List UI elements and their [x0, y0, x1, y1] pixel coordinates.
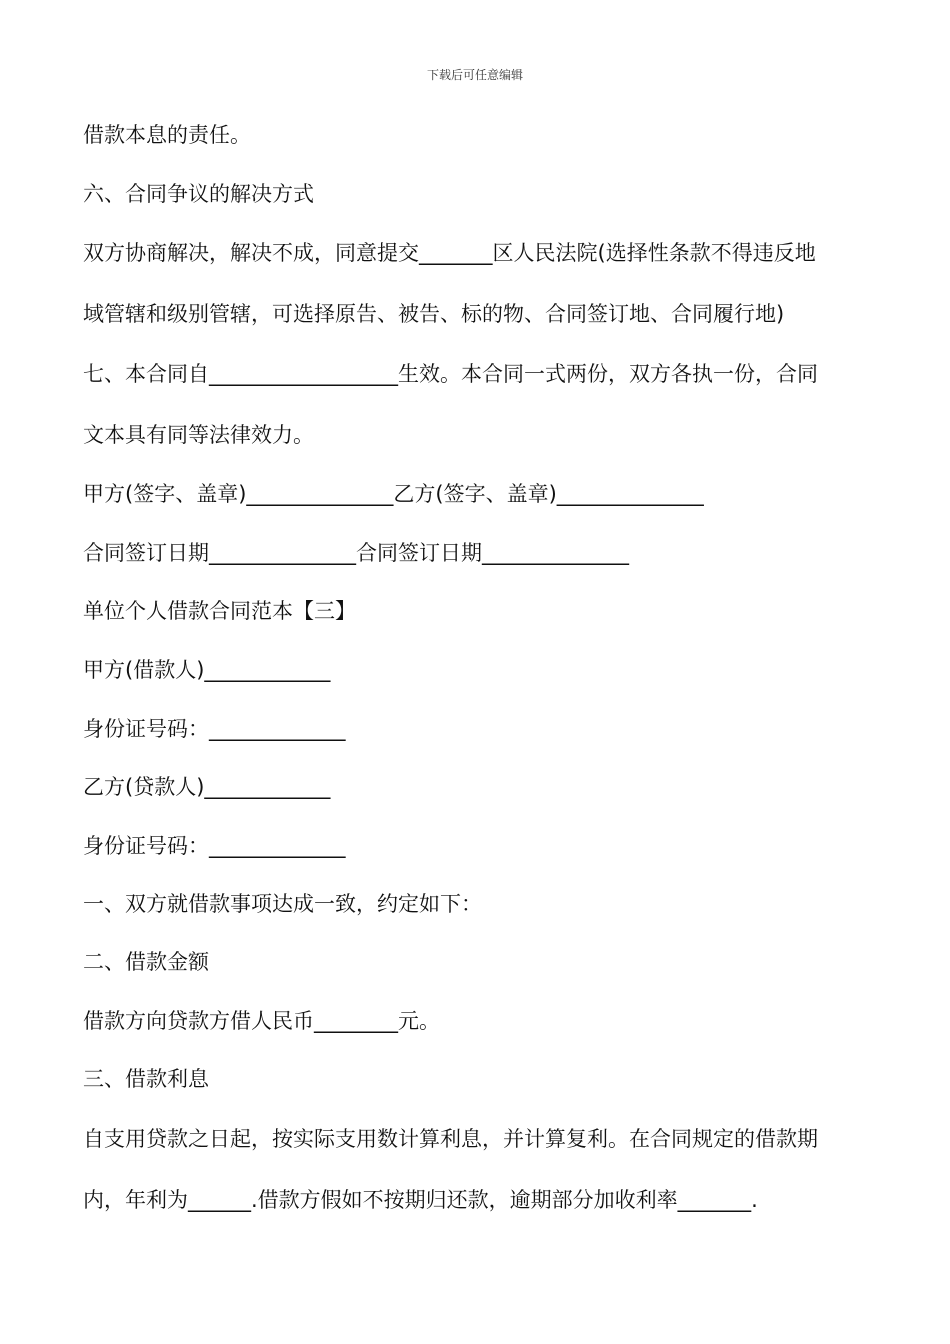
paragraph-line: 自支用贷款之日起，按实际支用数计算利息，并计算复利。在合同规定的借款期: [83, 1127, 818, 1151]
paragraph-line: 借款方向贷款方借人民币________元。: [83, 1009, 440, 1033]
id-number-line: 身份证号码：_____________: [83, 834, 346, 858]
paragraph-line: 域管辖和级别管辖，可选择原告、被告、标的物、合同签订地、合同履行地): [83, 302, 785, 326]
section-heading-1: 一、双方就借款事项达成一致，约定如下：: [83, 892, 482, 916]
id-number-line: 身份证号码：_____________: [83, 717, 346, 741]
paragraph-line: 内，年利为______.借款方假如不按期归还款，逾期部分加收利率_______.: [83, 1188, 758, 1212]
section-heading-2: 二、借款金额: [83, 950, 209, 974]
section-heading-7: 七、本合同自__________________生效。本合同一式两份，双方各执一份，合同: [83, 362, 818, 386]
paragraph-line: 双方协商解决，解决不成，同意提交_______区人民法院(选择性条款不得违反地: [83, 241, 816, 265]
paragraph-line: 借款本息的责任。: [83, 123, 251, 147]
section-heading-3: 三、借款利息: [83, 1067, 209, 1091]
page-header-note: 下载后可任意编辑: [426, 68, 523, 82]
signature-line: 甲方(签字、盖章)______________乙方(签字、盖章)______________: [83, 482, 704, 506]
section-heading-6: 六、合同争议的解决方式: [83, 182, 314, 206]
party-a-line: 甲方(借款人)____________: [83, 658, 331, 682]
contract-title: 单位个人借款合同范本【三】: [83, 599, 356, 623]
paragraph-line: 文本具有同等法律效力。: [83, 423, 314, 447]
party-b-line: 乙方(贷款人)____________: [83, 775, 331, 799]
signing-date-line: 合同签订日期______________合同签订日期______________: [83, 541, 629, 565]
